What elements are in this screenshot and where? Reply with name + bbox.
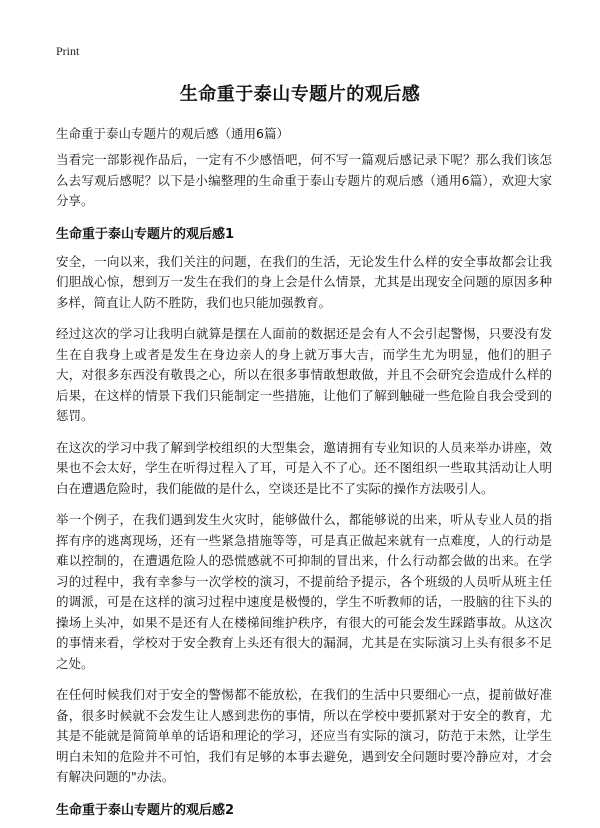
print-link[interactable]: Print bbox=[56, 44, 80, 58]
intro-paragraph: 当看完一部影视作品后，一定有不少感悟吧，何不写一篇观后感记录下呢？那么我们该怎么去写观后感呢？以下是小编整理的生命重于泰山专题片的观后感（通用6篇），欢迎大家分享。 bbox=[56, 152, 552, 208]
article-paragraph: 经过这次的学习让我明白就算是摆在人面前的数据还是会有人不会引起警惕，只要没有发生在自我身上或者是发生在身边亲人的身上就万事大吉，而学生尤为明显，他们的胆子大，对很多东西没有敬畏之心，所以在很多事情敢想敢做，并且不会研究会造成什么样的后果，在这样的情景下我们只能制定一些措施，让他们了解到触碰一些危险自我会受到的惩罚。 bbox=[56, 326, 552, 423]
page-title: 生命重于泰山专题片的观后感 bbox=[179, 84, 421, 105]
section-heading-1: 生命重于泰山专题片的观后感1 bbox=[56, 226, 235, 242]
article-paragraph: 安全，一向以来，我们关注的问题，在我们的生活，无论发生什么样的安全事故都会让我们胆战心惊，想到万一发生在我们的身上会是什么情景，尤其是出现安全问题的原因多种多样，简直让人防不胜防，我们也只能加强教育。 bbox=[56, 253, 552, 310]
article-paragraph: 举一个例子，在我们遇到发生火灾时，能够做什么，都能够说的出来，听从专业人员的指挥有序的逃离现场，还有一些紧急措施等等，可是真正做起来就有一点难度，人的行动是难以控制的，在遭遇危险人的恐慌感就不可抑制的冒出来，什么行动都会做的出来。在学习的过程中，我有幸参与一次学校的演习，不提前给予提示，各个班级的人员听从班主任的调派，可是在这样的演习过程中速度是极慢的，学生不听教师的话，一股脑的往下头的操场上头冲，如果不是还有人在楼梯间维护秩序，有很大的可能会发生踩踏事故。从这次的事情来看，学校对于安全教育上头还有很大的漏洞，尤其是在实际演习上头有很多不足之处。 bbox=[56, 512, 552, 671]
section-heading-2: 生命重于泰山专题片的观后感2 bbox=[56, 802, 235, 818]
article-paragraph: 在任何时候我们对于安全的警惕都不能放松，在我们的生活中只要细心一点，提前做好准备，很多时候就不会发生让人感到悲伤的事情，所以在学校中要抓紧对于安全的教育，尤其是不能就是简简单单的话语和理论的学习，还应当有实际的演习，防范于未然，让学生明白未知的危险并不可怕，我们有足够的本事去避免，遇到安全问题时要冷静应对，才会有解决问题的"办法。 bbox=[56, 687, 552, 784]
page-subtitle: 生命重于泰山专题片的观后感（通用6篇） bbox=[56, 126, 289, 141]
article-body bbox=[56, 150, 552, 828]
article-paragraph: 在这次的学习中我了解到学校组织的大型集会，邀请拥有专业知识的人员来举办讲座，效果也不会太好，学生在听得过程入了耳，可是入不了心。还不图组织一些取其活动让人明白在遭遇危险时，我们能做的是什么，空谈还是比不了实际的操作方法吸引人。 bbox=[56, 439, 552, 496]
